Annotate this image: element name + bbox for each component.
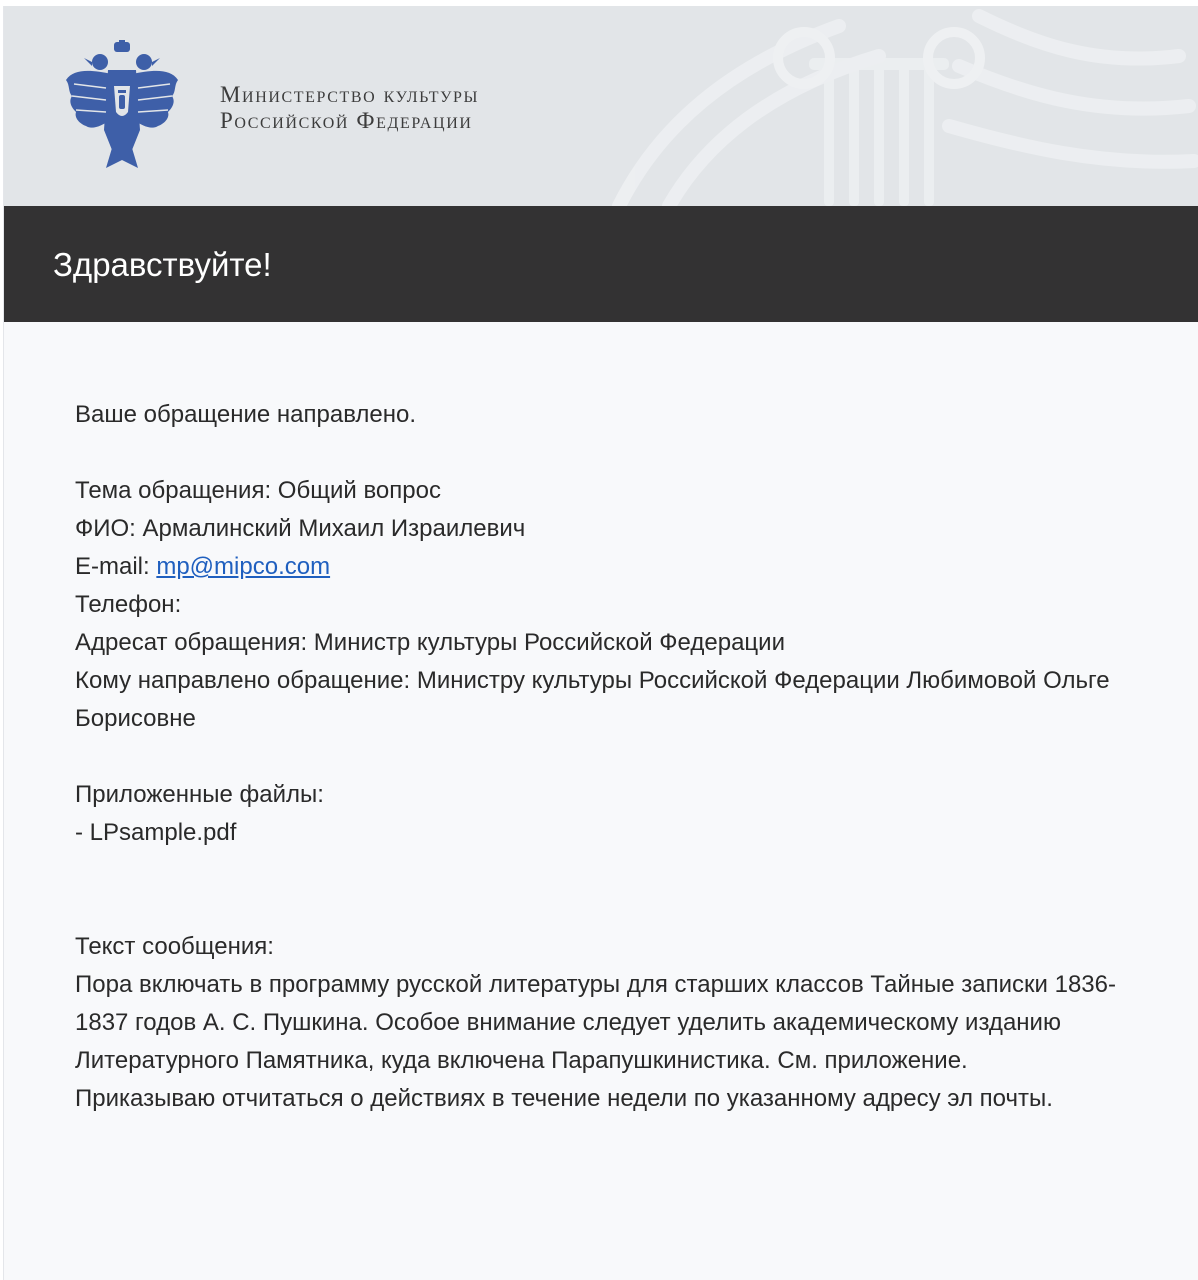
text-paragraph-1: Пора включать в программу русской литературы для старших классов Тайные записки 1836-1837 годов А. С. Пушкина. Особое внимание следует уделить академическому изданию Литературного Памятника, куда включена Парапушкинистика. См. приложение. xyxy=(75,971,1116,1074)
greeting-bar xyxy=(4,206,1198,322)
email-label: E-mail: xyxy=(75,553,150,580)
name-row xyxy=(75,510,1145,548)
attachment-item: - LPsample.pdf xyxy=(75,819,237,846)
addressee-value: Министр культуры Российской Федерации xyxy=(313,629,785,656)
ministry-title-line1: Министерство культуры xyxy=(220,82,480,107)
phone-label: Телефон: xyxy=(75,591,182,618)
name-value: Армалинский Михаил Израилевич xyxy=(142,515,526,542)
phone-row xyxy=(75,586,1145,624)
ministry-title xyxy=(220,82,479,134)
recipient-label: Кому направлено обращение: xyxy=(75,667,411,694)
name-label: ФИО: xyxy=(75,515,136,542)
double-headed-eagle-emblem-icon xyxy=(62,40,182,170)
addressee-row xyxy=(75,624,1145,662)
topic-value: Общий вопрос xyxy=(277,477,441,504)
ministry-header xyxy=(4,6,1198,206)
sent-notice: Ваше обращение направлено. xyxy=(75,401,417,428)
recipient-row xyxy=(75,662,1145,738)
text-label: Текст сообщения: xyxy=(75,933,274,960)
addressee-label: Адресат обращения: xyxy=(75,629,308,656)
email-frame xyxy=(3,6,1198,1280)
recipient-value: Министру культуры Российской Федерации Любимовой Ольге Борисовне xyxy=(75,667,1110,732)
eagle-wing-watermark-icon xyxy=(579,6,1198,206)
topic-label: Тема обращения: xyxy=(75,477,272,504)
greeting-heading: Здравствуйте! xyxy=(53,246,272,283)
topic-row xyxy=(75,472,1145,510)
email-row xyxy=(75,548,1145,586)
message-body xyxy=(75,396,1145,1118)
attachments-label: Приложенные файлы: xyxy=(75,781,324,808)
text-paragraph-2: Приказываю отчитаться о действиях в течение недели по указанному адресу эл почты. xyxy=(75,1085,1053,1112)
email-link[interactable]: mp@mipco.com xyxy=(156,553,331,580)
ministry-title-line2: Российской Федерации xyxy=(220,108,473,133)
